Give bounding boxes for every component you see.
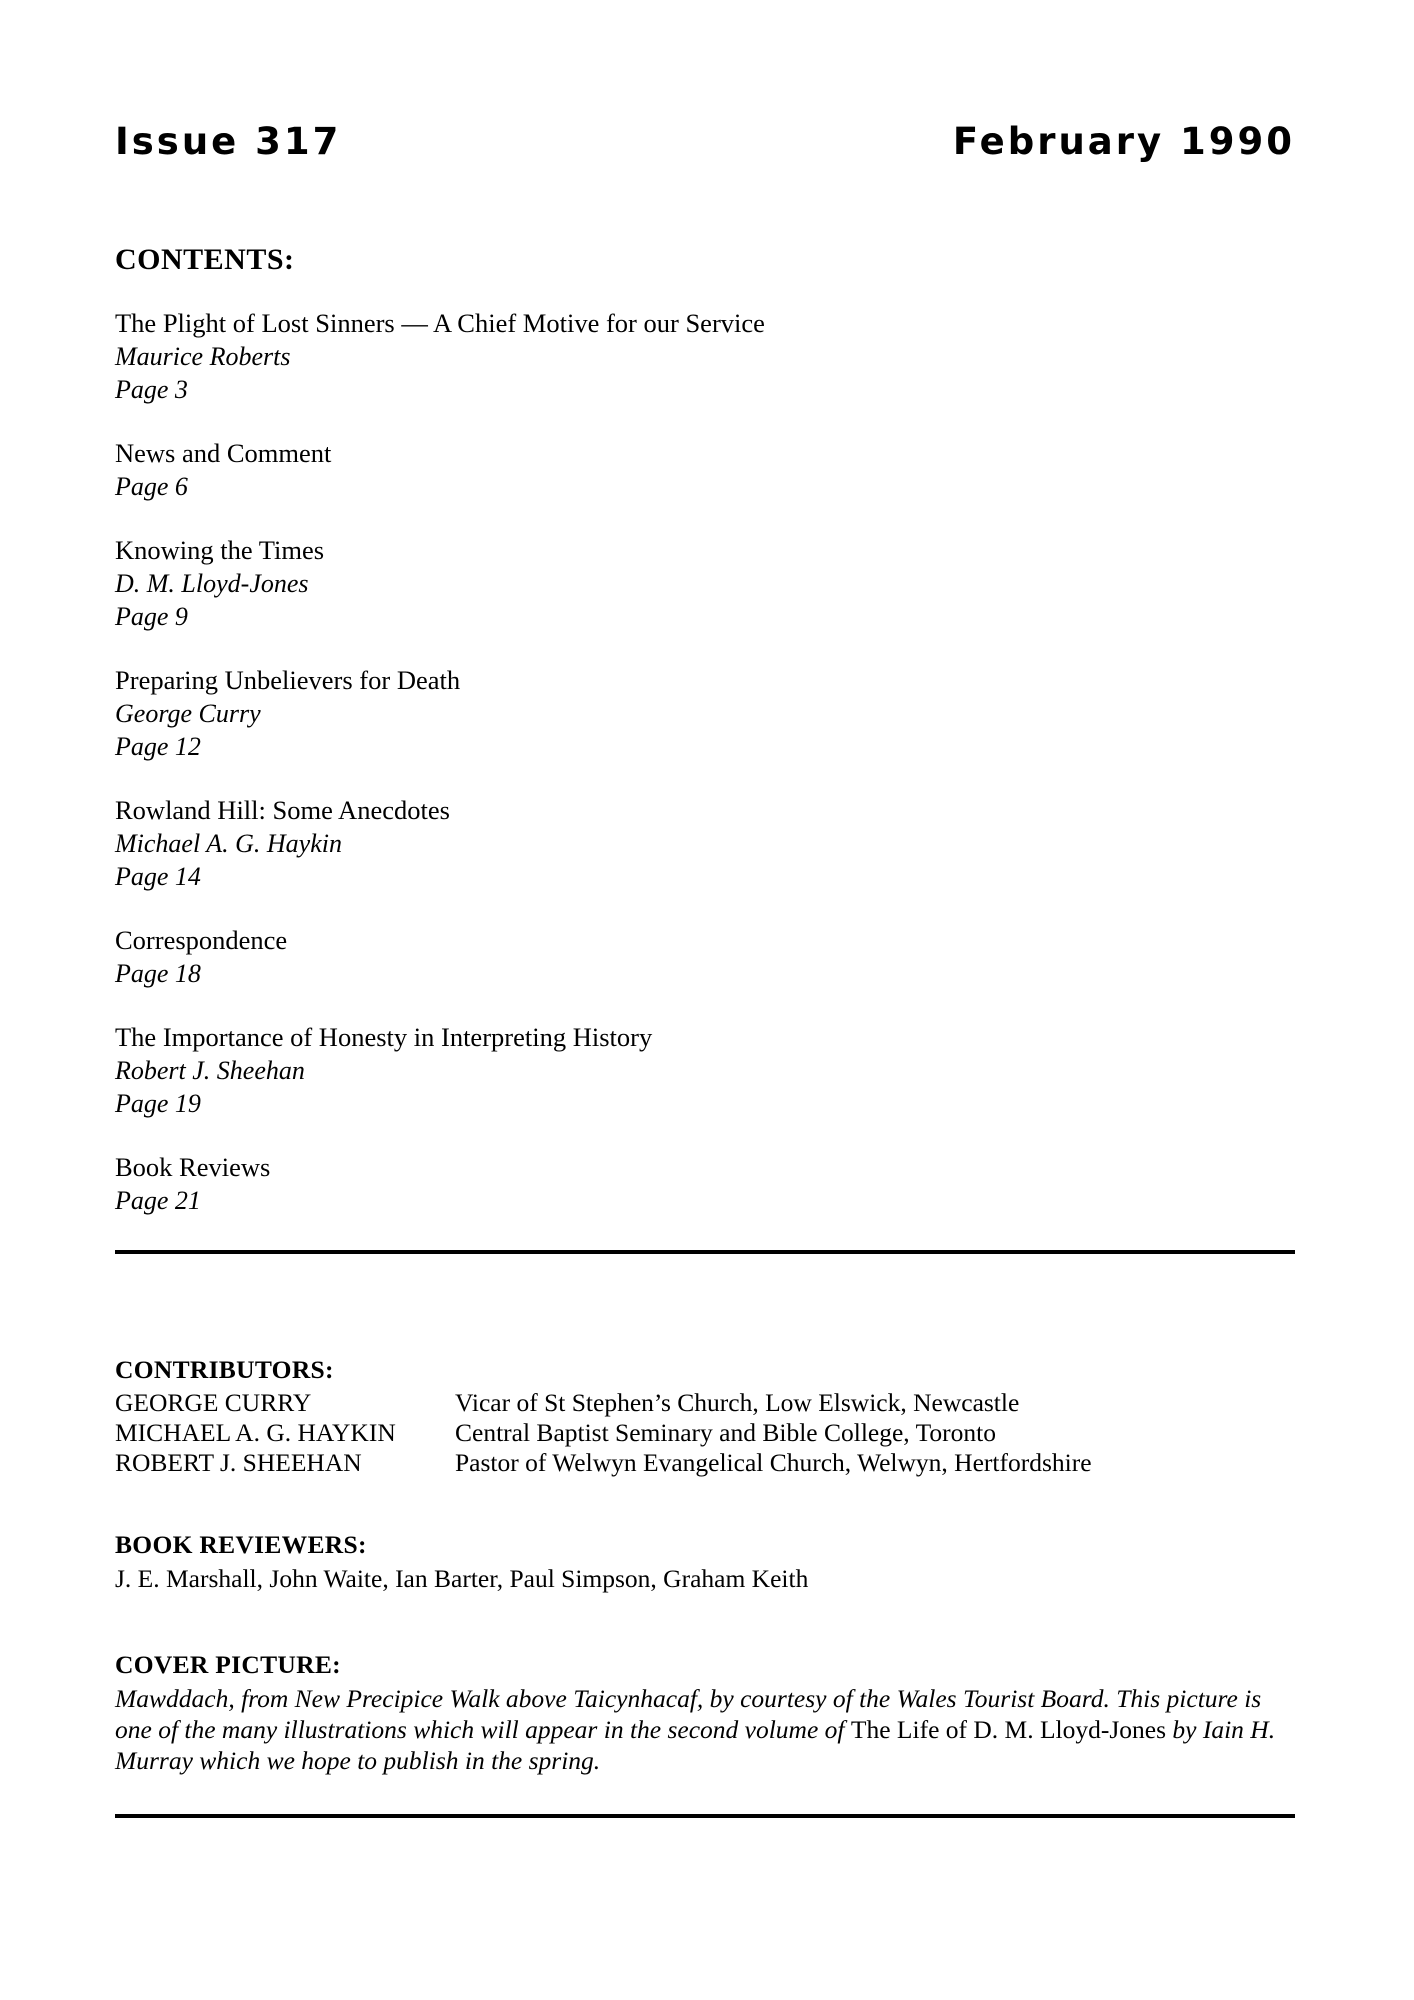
book-reviewers-section xyxy=(115,1530,1295,1594)
contributor-description: Pastor of Welwyn Evangelical Church, Welwyn, Hertfordshire xyxy=(455,1448,1092,1477)
contributors-section xyxy=(115,1355,1295,1478)
book-reviewers-heading: BOOK REVIEWERS: xyxy=(115,1530,367,1559)
toc-title: News and Comment xyxy=(115,438,332,468)
cover-caption-part2: by Iain H. Murray which we hope to publish in the spring. xyxy=(115,1715,1276,1775)
toc-title: Correspondence xyxy=(115,925,288,955)
contributor-name: ROBERT J. SHEEHAN xyxy=(115,1448,362,1477)
contributor-name: GEORGE CURRY xyxy=(115,1388,312,1417)
toc-title: Book Reviews xyxy=(115,1152,271,1182)
contributors-heading: CONTRIBUTORS: xyxy=(115,1355,334,1384)
contributor-description: Central Baptist Seminary and Bible College, Toronto xyxy=(455,1418,996,1447)
divider-top xyxy=(115,1250,1295,1254)
contents-list xyxy=(115,307,1215,1248)
list-item xyxy=(115,437,1215,503)
list-item xyxy=(115,924,1215,990)
cover-caption-book-title: The Life of D. M. Lloyd-Jones xyxy=(850,1715,1167,1744)
toc-page: Page 9 xyxy=(115,602,188,631)
toc-page: Page 21 xyxy=(115,1186,201,1215)
cover-picture-caption xyxy=(115,1683,1290,1776)
toc-author: D. M. Lloyd-Jones xyxy=(115,569,309,598)
list-item xyxy=(115,534,1215,633)
table-row xyxy=(115,1448,1295,1478)
toc-title: Knowing the Times xyxy=(115,535,325,565)
issue-date: February 1990 xyxy=(952,120,1295,163)
toc-author: George Curry xyxy=(115,699,261,728)
table-row xyxy=(115,1418,1295,1448)
cover-caption-part1: Mawddach, from New Precipice Walk above Taicynhacaf, by courtesy of the Wales Tourist Board. This picture is one of the many illustrations which will appear in the second volume of xyxy=(115,1684,1262,1744)
toc-page: Page 3 xyxy=(115,375,188,404)
toc-page: Page 19 xyxy=(115,1089,201,1118)
contributor-description: Vicar of St Stephen’s Church, Low Elswick, Newcastle xyxy=(455,1388,1020,1417)
toc-page: Page 14 xyxy=(115,862,201,891)
toc-author: Maurice Roberts xyxy=(115,342,291,371)
toc-title: The Plight of Lost Sinners — A Chief Motive for our Service xyxy=(115,308,765,338)
toc-title: Preparing Unbelievers for Death xyxy=(115,665,461,695)
toc-page: Page 18 xyxy=(115,959,201,988)
list-item xyxy=(115,307,1215,406)
cover-picture-heading: COVER PICTURE: xyxy=(115,1650,341,1679)
toc-title: Rowland Hill: Some Anecdotes xyxy=(115,795,450,825)
contributor-name: MICHAEL A. G. HAYKIN xyxy=(115,1418,396,1447)
issue-number: Issue 317 xyxy=(115,120,342,163)
cover-picture-section xyxy=(115,1650,1295,1776)
list-item xyxy=(115,1151,1215,1217)
toc-title: The Importance of Honesty in Interpreting History xyxy=(115,1022,653,1052)
toc-author: Robert J. Sheehan xyxy=(115,1056,305,1085)
list-item xyxy=(115,1021,1215,1120)
divider-bottom xyxy=(115,1814,1295,1818)
toc-page: Page 6 xyxy=(115,472,188,501)
toc-page: Page 12 xyxy=(115,732,201,761)
toc-author: Michael A. G. Haykin xyxy=(115,829,342,858)
table-row xyxy=(115,1388,1295,1418)
list-item xyxy=(115,794,1215,893)
book-reviewers-names: J. E. Marshall, John Waite, Ian Barter, Paul Simpson, Graham Keith xyxy=(115,1564,809,1593)
contents-heading: CONTENTS: xyxy=(115,243,295,276)
list-item xyxy=(115,664,1215,763)
masthead xyxy=(115,120,1295,163)
